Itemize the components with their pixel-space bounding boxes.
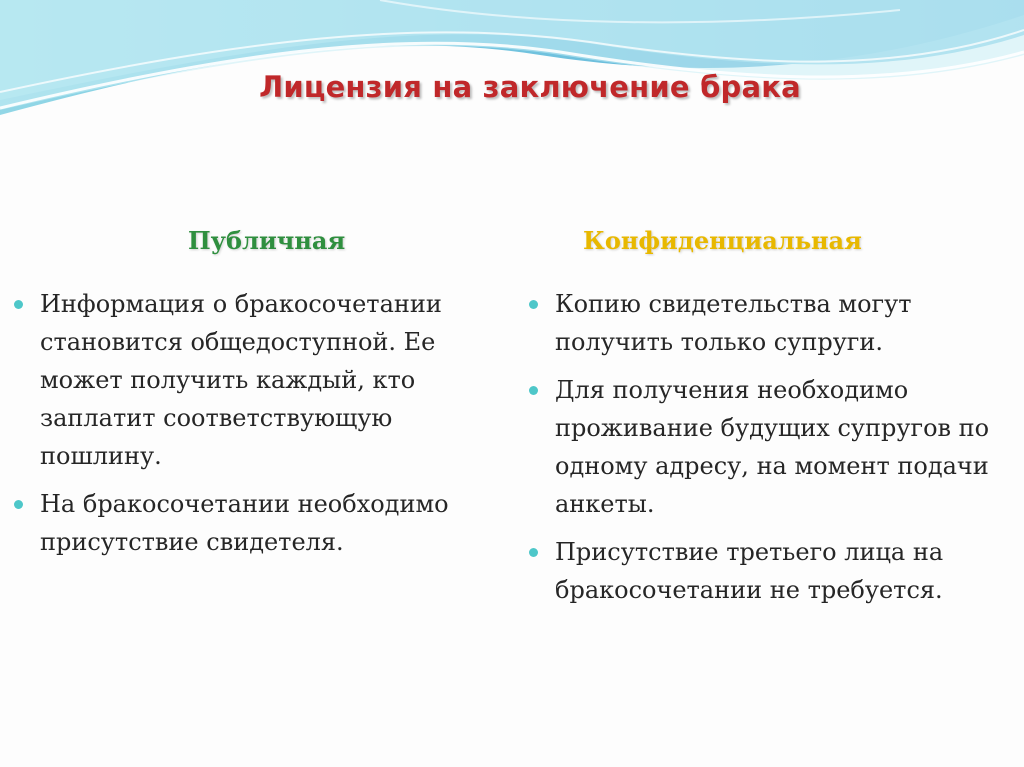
bullet-icon <box>14 500 23 509</box>
list-item <box>10 485 500 561</box>
list-item-text: Копию свидетельства могут получить только супруги. <box>555 290 912 356</box>
list-item <box>525 371 1010 523</box>
list-item-text: Информация о бракосочетании становится общедоступной. Ее может получить каждый, кто заплатит соответствующую пошлину. <box>40 290 442 470</box>
slide-title: Лицензия на заключение брака <box>259 70 801 104</box>
list-item-text: Присутствие третьего лица на бракосочетании не требуется. <box>555 538 944 604</box>
bullet-icon <box>14 300 23 309</box>
list-item-text: На бракосочетании необходимо присутствие свидетеля. <box>40 490 449 556</box>
confidential-heading: Конфиденциальная <box>583 226 862 255</box>
list-item <box>10 285 500 475</box>
list-item <box>525 285 1010 361</box>
list-item-text: Для получения необходимо проживание будущих супругов по одному адресу, на момент подачи анкеты. <box>555 376 990 518</box>
bullet-icon <box>529 548 538 557</box>
list-item <box>525 533 1010 609</box>
public-heading: Публичная <box>188 226 346 255</box>
public-list <box>10 285 500 571</box>
bullet-icon <box>529 300 538 309</box>
bullet-icon <box>529 386 538 395</box>
confidential-list <box>525 285 1010 619</box>
